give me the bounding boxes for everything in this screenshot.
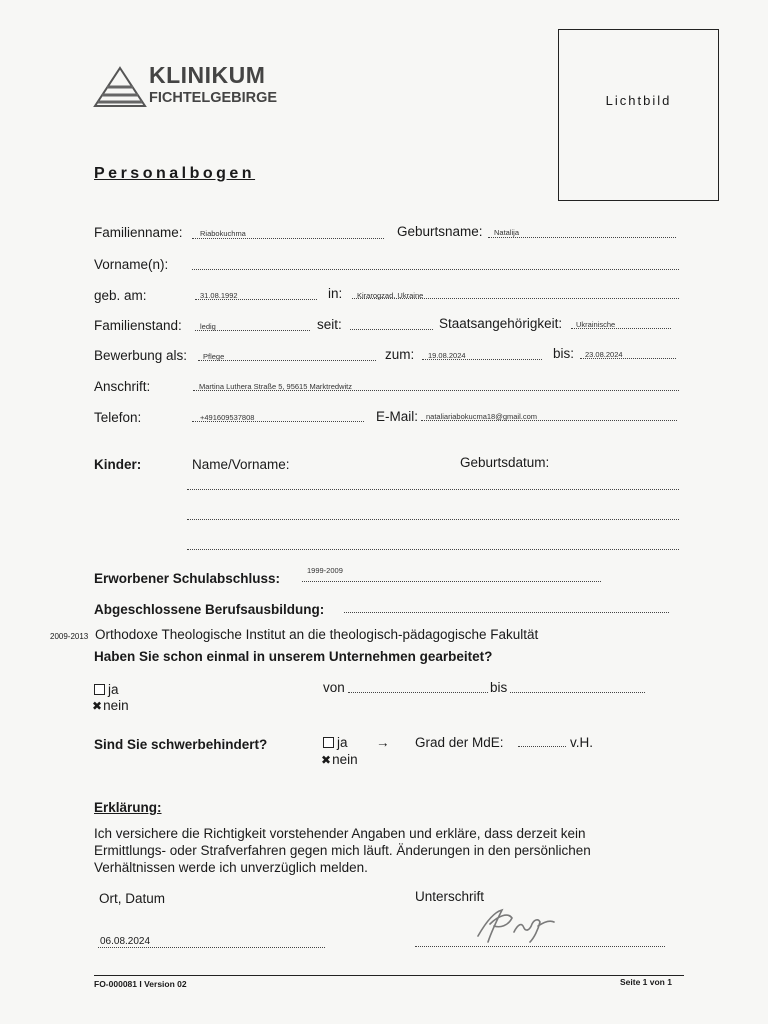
declaration-line3: Verhältnissen werde ich unverzüglich melden. [94,860,368,875]
employment-nein-label: nein [103,698,129,713]
email-value: nataliariabokucma18@gmail.com [426,412,537,421]
schulabschluss-value: 1999-2009 [307,566,343,575]
employment-question: Haben Sie schon einmal in unserem Unternehmen gearbeitet? [94,649,493,664]
bis-label: bis: [553,346,575,361]
von-label: von [323,680,345,695]
employment-ja-checkbox[interactable] [94,684,105,695]
disability-ja-label: ja [337,735,348,750]
geb-am-line [195,299,317,300]
ort-datum-line [98,947,325,948]
arrow-icon: → [376,735,390,750]
schulabschluss-line [302,581,601,582]
klinikum-logo-icon [93,66,147,108]
bis-value: 23.08.2024 [585,350,623,359]
berufsausbildung-value: Orthodoxe Theologische Institut an die theologisch-pädagogische Fakultät [95,627,539,642]
geburtsname-label: Geburtsname: [397,224,483,239]
seit-line [350,329,433,330]
photo-label: Lichtbild [605,93,672,108]
familienstand-value: ledig [200,322,216,331]
email-line [421,420,677,421]
berufsausbildung-line [344,612,669,613]
footer-page: Seite 1 von 1 [620,977,672,987]
page-title: Personalbogen [94,165,256,182]
disability-question: Sind Sie schwerbehindert? [94,737,268,752]
berufsausbildung-years: 2009-2013 [50,632,89,641]
employment-nein-mark-icon[interactable]: ✖ [92,699,103,713]
staat-line [571,328,671,329]
employment-nein-option[interactable] [92,698,129,713]
familienname-line [192,238,384,239]
zum-label: zum: [385,347,415,362]
in-line [352,298,679,299]
unterschrift-line [415,946,665,947]
schulabschluss-label: Erworbener Schulabschluss: [94,571,281,586]
staat-label: Staatsangehörigkeit: [439,316,563,331]
zum-line [422,359,542,360]
disability-nein-option[interactable] [321,752,358,767]
disability-ja-checkbox[interactable] [323,737,334,748]
bis-employment-label: bis [490,680,508,695]
vorname-label: Vorname(n): [94,257,169,272]
familienstand-line [195,330,310,331]
employment-ja-label: ja [108,682,119,697]
disability-ja-option[interactable] [323,735,348,750]
grad-line [518,746,566,747]
telefon-value: +491609537808 [200,413,255,422]
telefon-line [192,421,364,422]
disability-nein-label: nein [332,752,358,767]
geburtsname-value: Natalija [494,228,520,237]
familienname-label: Familienname: [94,225,183,240]
bewerbung-line [198,360,376,361]
in-value: Kirarogzad, Ukraine [357,291,424,300]
grad-suffix: v.H. [570,735,593,750]
von-line [348,692,488,693]
seit-label: seit: [317,317,342,332]
zum-value: 19.08.2024 [428,351,466,360]
kinder-label: Kinder: [94,457,142,472]
signature-icon [468,902,568,946]
logo-line1: KLINIKUM [149,62,266,88]
kinder-line-1 [187,489,679,490]
berufsausbildung-label: Abgeschlossene Berufsausbildung: [94,602,325,617]
bis-line [580,358,676,359]
footer-rule [94,975,684,976]
declaration-line2: Ermittlungs- oder Strafverfahren gegen mich läuft. Änderungen in den persönlichen [94,843,591,858]
ort-datum-value: 06.08.2024 [100,936,151,947]
disability-nein-mark-icon[interactable]: ✖ [321,753,332,767]
anschrift-value: Martina Luthera Straße 5, 95615 Marktredwitz [199,382,352,391]
grad-label: Grad der MdE: [415,735,504,750]
kinder-line-3 [187,549,679,550]
geb-am-value: 31.08.1992 [200,291,238,300]
bewerbung-value: Pflege [203,352,225,361]
vorname-line [192,269,679,270]
anschrift-label: Anschrift: [94,379,151,394]
familienstand-label: Familienstand: [94,318,182,333]
geburtsname-line [488,237,676,238]
logo-line2: FICHTELGEBIRGE [149,90,278,106]
declaration-line1: Ich versichere die Richtigkeit vorstehender Angaben und erkläre, dass derzeit kein [94,826,586,841]
declaration-heading: Erklärung: [94,800,162,815]
unterschrift-label: Unterschrift [415,889,485,904]
email-label: E-Mail: [376,409,419,424]
logo [93,64,293,112]
kinder-date-header: Geburtsdatum: [460,455,550,470]
footer-form-id: FO-000081 I Version 02 [94,979,187,989]
in-label: in: [328,286,343,301]
kinder-name-header: Name/Vorname: [192,457,290,472]
telefon-label: Telefon: [94,410,142,425]
anschrift-line [193,390,679,391]
photo-box [558,29,719,201]
employment-ja-option[interactable] [94,682,119,697]
staat-value: Ukrainische [576,320,616,329]
familienname-value: Riabokuchma [200,229,246,238]
kinder-line-2 [187,519,679,520]
geb-am-label: geb. am: [94,288,147,303]
bewerbung-label: Bewerbung als: [94,348,188,363]
ort-datum-label: Ort, Datum [99,891,166,906]
bis-employment-line [510,692,645,693]
